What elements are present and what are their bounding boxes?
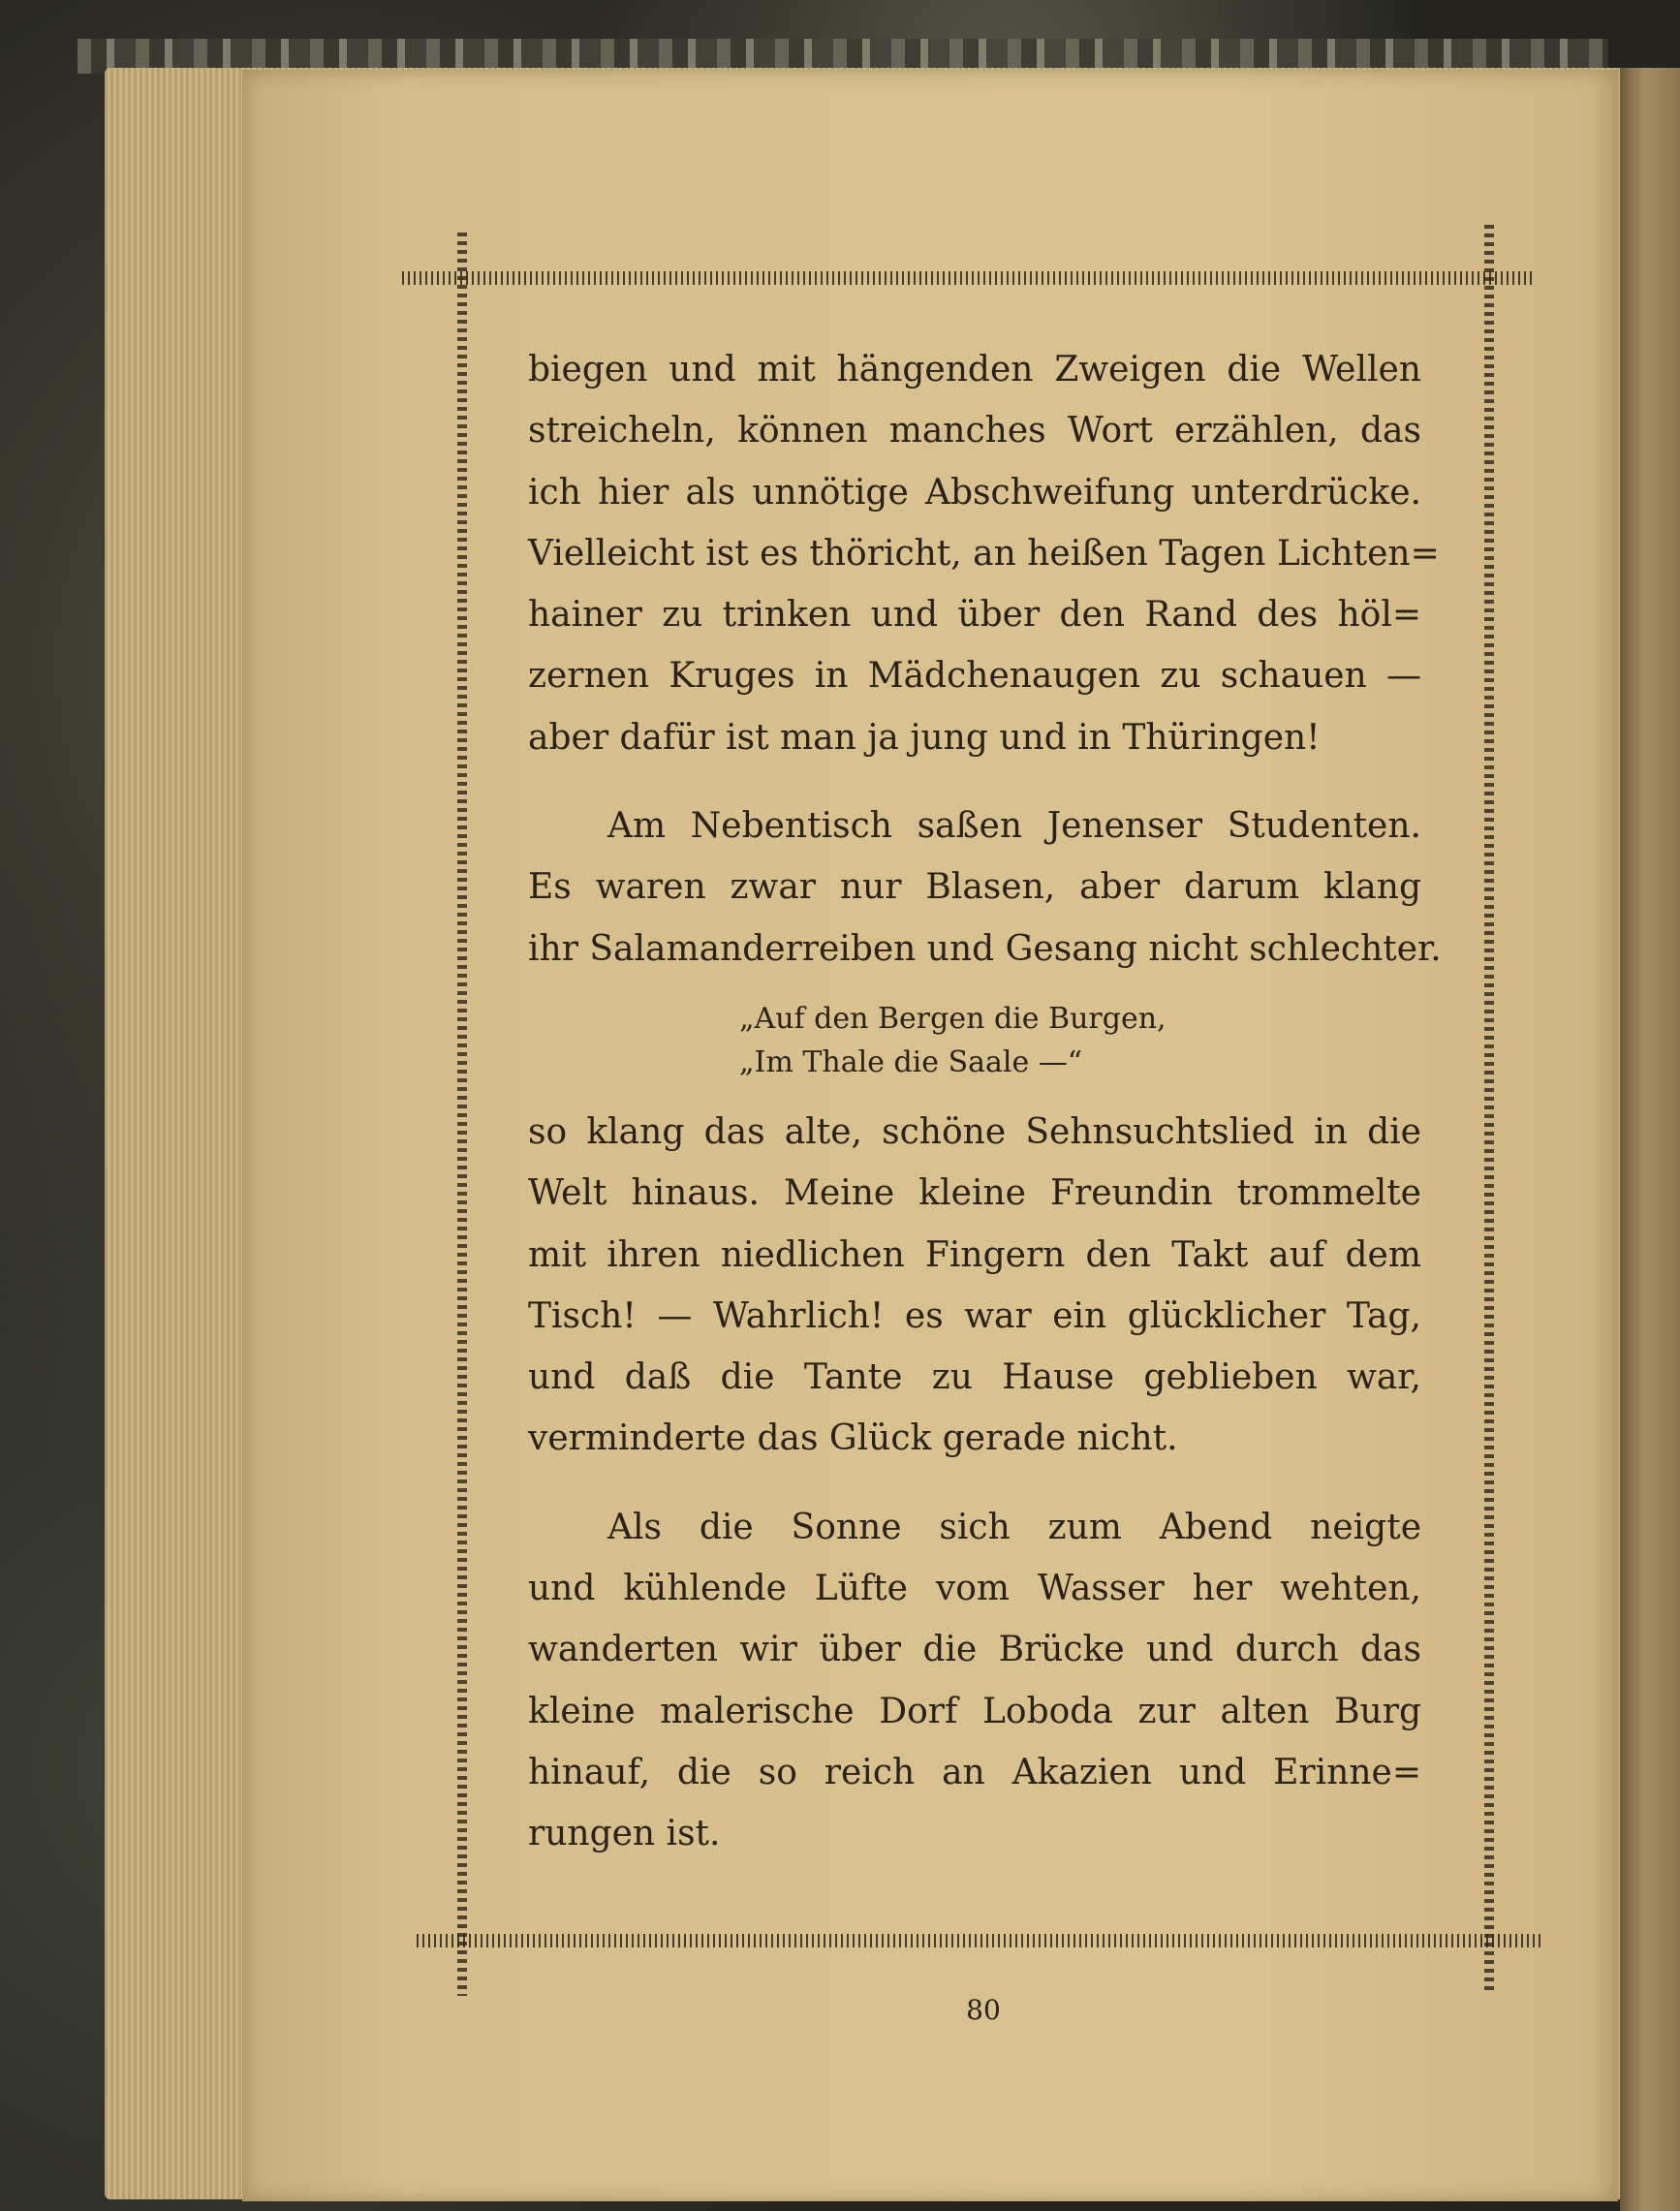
page-text	[528, 339, 1442, 1865]
text-line: ich hier als unnötige Abschweifung unterdrücke.	[528, 472, 1421, 513]
text-line: und kühlende Lüfte vom Wasser her wehten,	[528, 1569, 1421, 1609]
text-line: rungen ist.	[528, 1814, 721, 1854]
text-line: Tisch! — Wahrlich! es war ein glücklicher Tag,	[528, 1295, 1421, 1336]
text-line: ihr Salamanderreiben und Gesang nicht schlechter.	[528, 928, 1442, 969]
paragraph-3	[528, 1102, 1421, 1470]
right-border-rule	[1484, 225, 1494, 1990]
verse-quote	[528, 997, 1421, 1084]
text-line: so klang das alte, schöne Sehnsuchtslied in die	[528, 1111, 1421, 1152]
top-border-rule	[402, 271, 1536, 285]
text-line: hainer zu trinken und über den Rand des höl=	[528, 595, 1421, 636]
paragraph-2	[528, 795, 1442, 980]
text-line: mit ihren niedlichen Fingern den Takt auf dem	[528, 1234, 1421, 1275]
paragraph-4	[528, 1497, 1421, 1865]
text-line: und daß die Tante zu Hause geblieben war,	[528, 1357, 1421, 1398]
text-line: verminderte das Glück gerade nicht.	[528, 1418, 1178, 1459]
verse-line: „Auf den Bergen die Burgen,	[739, 1001, 1167, 1036]
text-line: Am Nebentisch saßen Jenenser Studenten.	[607, 806, 1421, 847]
text-line: streicheln, können manches Wort erzählen, das	[528, 411, 1421, 452]
text-line: Als die Sonne sich zum Abend neigte	[607, 1507, 1421, 1547]
text-line: Welt hinaus. Meine kleine Freundin trommelte	[528, 1173, 1421, 1214]
text-line: Es waren zwar nur Blasen, aber darum klang	[528, 867, 1421, 908]
bottom-border-rule	[417, 1934, 1540, 1947]
text-line: Vielleicht ist es thöricht, an heißen Tagen Lichten=	[528, 533, 1440, 574]
text-line: biegen und mit hängenden Zweigen die Wellen	[528, 350, 1421, 389]
book-gutter	[1620, 68, 1680, 2211]
text-line: kleine malerische Dorf Loboda zur alten Burg	[528, 1691, 1421, 1731]
left-border-rule	[457, 233, 467, 1996]
verse-line: „Im Thale die Saale —“	[739, 1044, 1083, 1079]
text-line: zernen Kruges in Mädchenaugen zu schauen —	[528, 656, 1421, 697]
text-line: hinauf, die so reich an Akazien und Erinne=	[528, 1752, 1421, 1792]
text-line: aber dafür ist man ja jung und in Thüringen!	[528, 717, 1321, 758]
text-line: wanderten wir über die Brücke und durch das	[528, 1630, 1421, 1670]
paragraph-1	[528, 339, 1440, 768]
page-number: 80	[966, 1994, 1001, 2026]
